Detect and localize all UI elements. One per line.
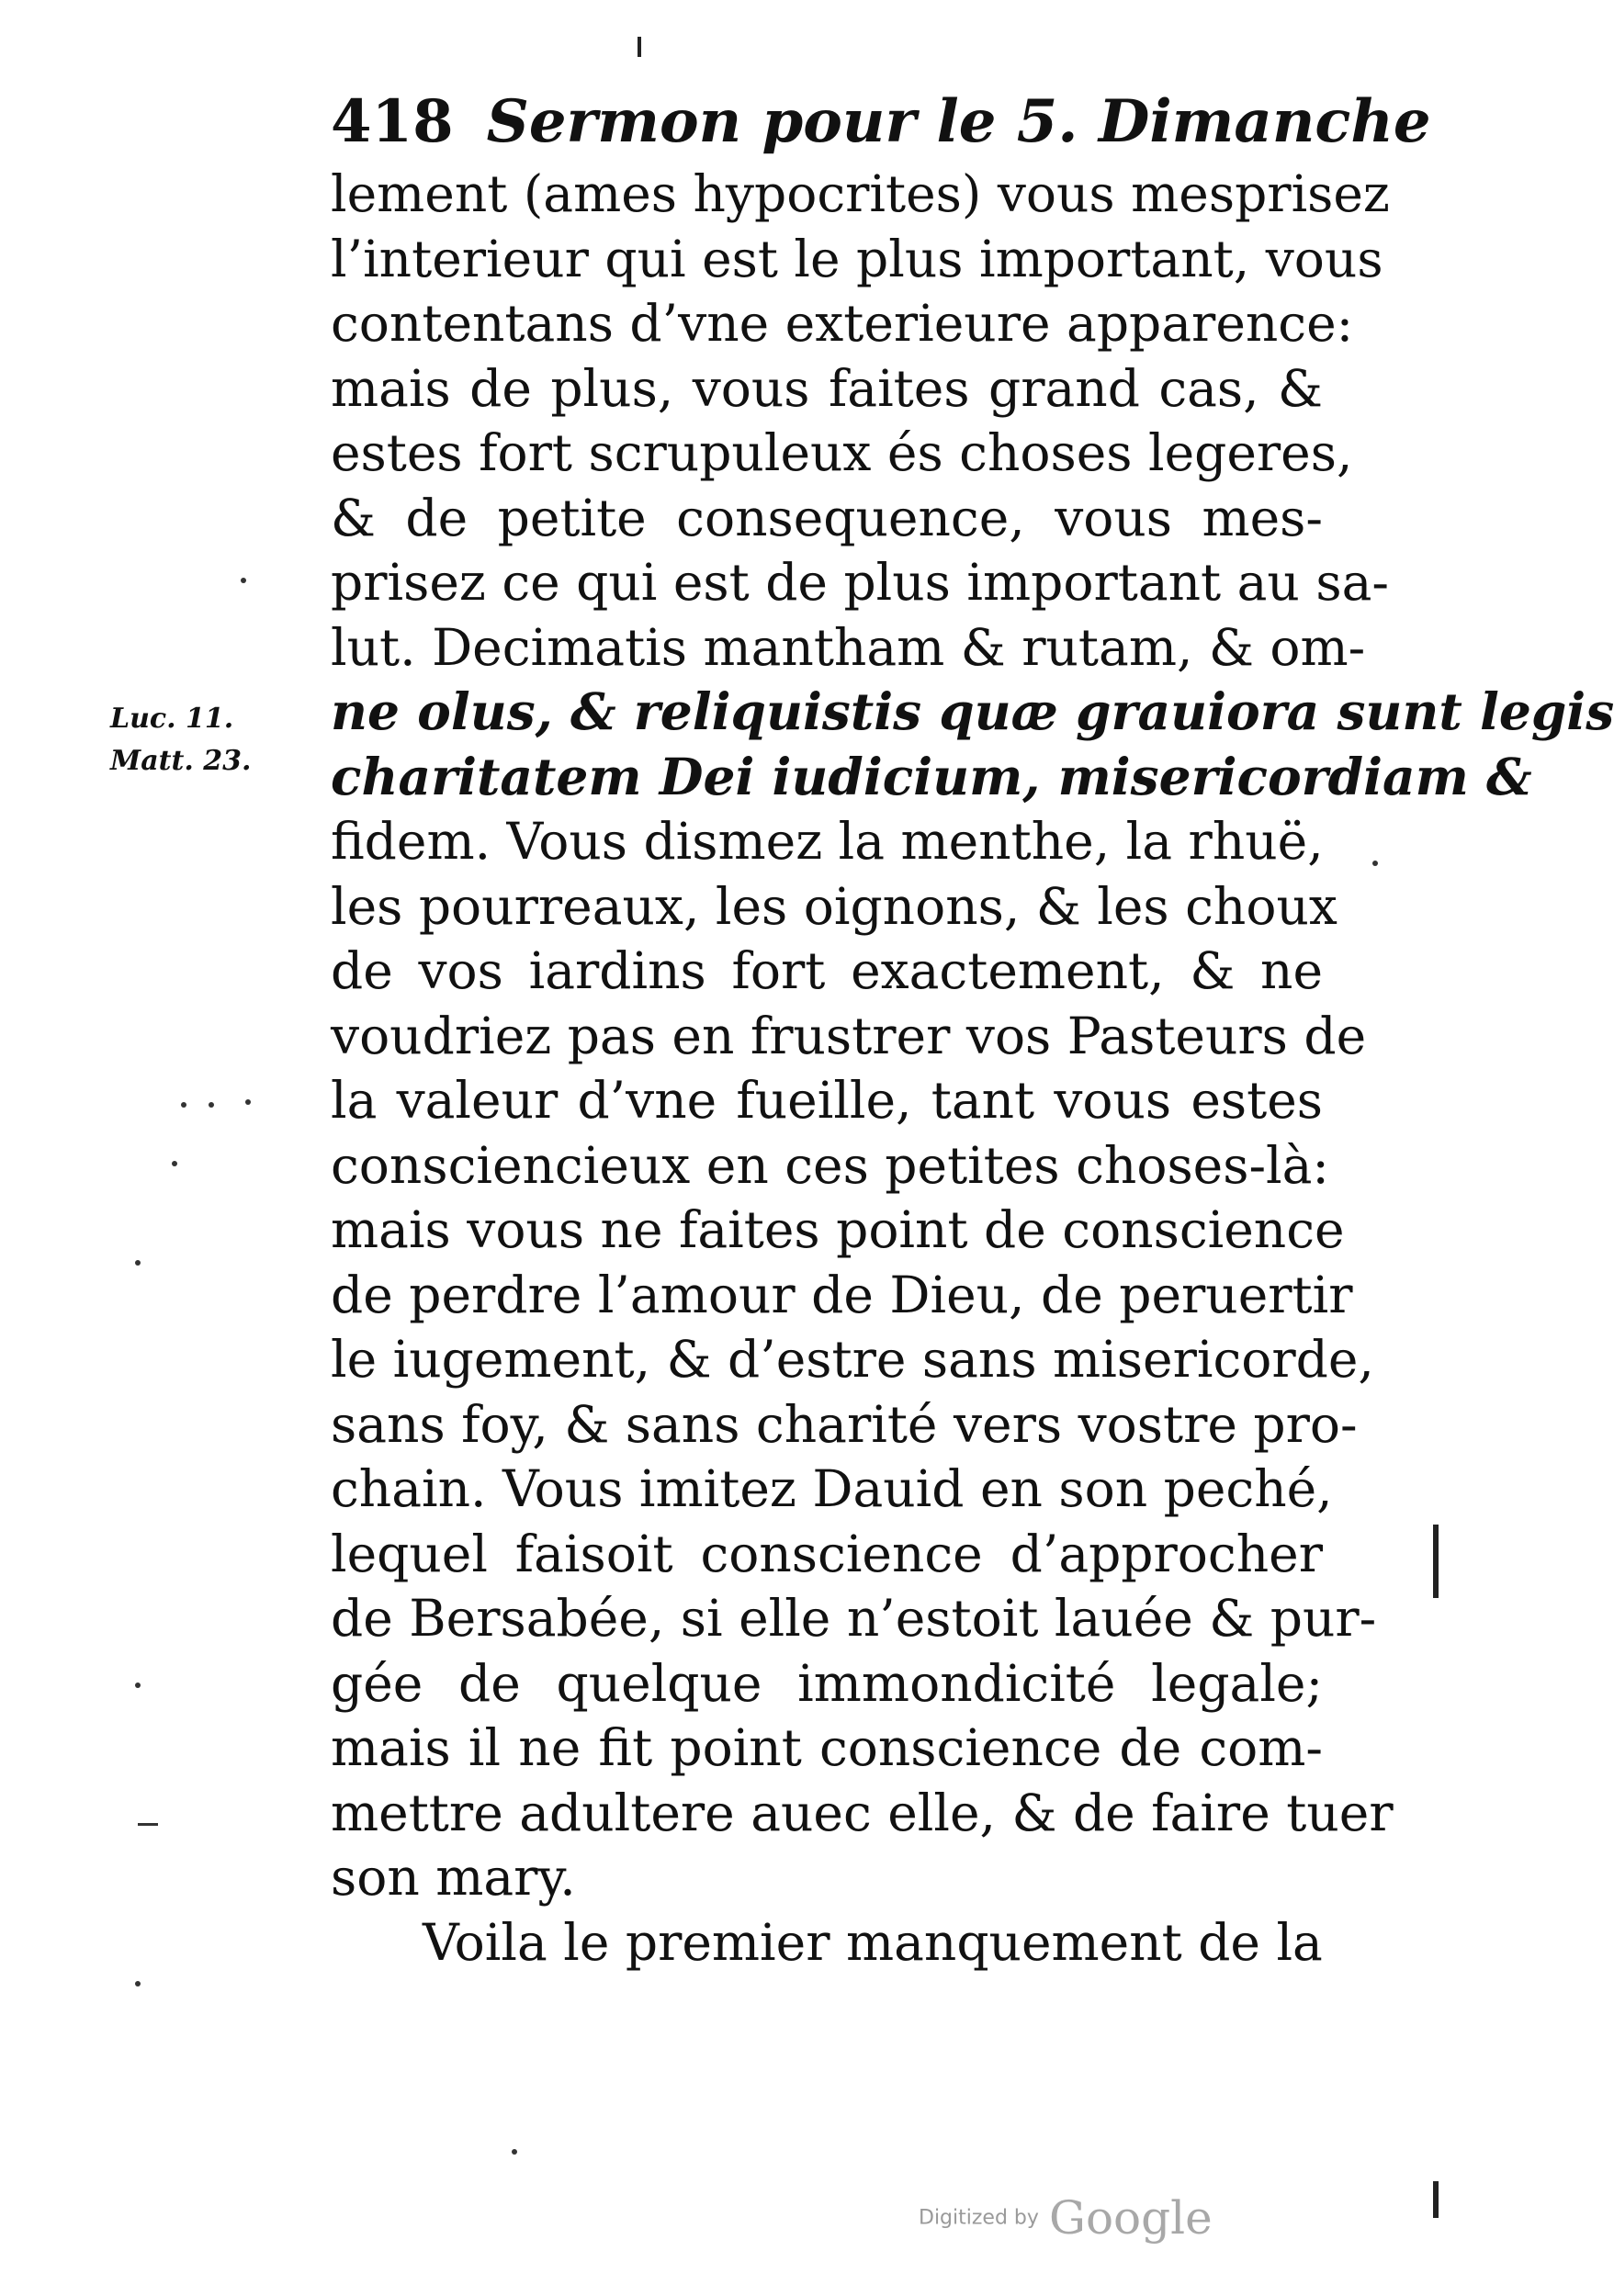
text-line: voudriez pas en frustrer vos Pasteurs de <box>331 1006 1367 1065</box>
text-line: contentans d’vne exterieure apparence: <box>331 294 1354 353</box>
text-line: chain. Vous imitez Dauid en son peché, <box>331 1459 1333 1518</box>
digitization-credit <box>919 2191 1213 2246</box>
margin-speck <box>138 1823 158 1826</box>
right-edge-speck <box>1433 1525 1439 1598</box>
margin-speck <box>135 1981 141 1986</box>
text-line: fidem. Vous dismez la menthe, la rhuë, <box>331 812 1324 871</box>
text-line: le iugement, & d’estre sans misericorde, <box>331 1330 1374 1389</box>
margin-speck <box>209 1102 214 1108</box>
text-line: les pourreaux, les oignons, & les choux <box>331 876 1337 936</box>
text-line: lement (ames hypocrites) vous mesprisez <box>331 164 1390 223</box>
latin-quote-line: ne olus, & reliquistis quæ grauiora sunt legis <box>331 681 1614 741</box>
text-line: & de petite consequence, vous mes- <box>331 488 1323 547</box>
text-line: lut. Decimatis mantham & rutam, & om- <box>331 617 1366 677</box>
latin-quote-line: charitatem Dei iudicium, misericordiam & <box>331 746 1532 806</box>
text-line: de perdre l’amour de Dieu, de peruertir <box>331 1265 1353 1324</box>
page-header <box>331 81 1431 163</box>
margin-note-matthew: Matt. 23. <box>110 745 252 777</box>
text-line: la valeur d’vne fueille, tant vous estes <box>331 1071 1323 1130</box>
running-head: Sermon pour le 5. Dimanche <box>486 87 1431 156</box>
text-line: estes fort scrupuleux és choses legeres, <box>331 423 1353 482</box>
google-logo: Google <box>1049 2191 1213 2245</box>
page-speck <box>512 2149 517 2155</box>
margin-speck <box>135 1260 141 1266</box>
page-number: 418 <box>331 87 454 156</box>
text-line: de vos iardins fort exactement, & ne <box>331 941 1323 1000</box>
text-line: son mary. <box>331 1848 576 1907</box>
margin-speck <box>135 1683 141 1688</box>
page-speck <box>1372 861 1378 866</box>
margin-speck <box>172 1161 177 1166</box>
text-line: sans foy, & sans charité vers vostre pro- <box>331 1394 1358 1454</box>
margin-notes <box>110 698 294 782</box>
right-edge-speck <box>1433 2181 1439 2218</box>
margin-speck <box>245 1099 251 1105</box>
digitized-by-text: Digitized by <box>919 2206 1039 2230</box>
margin-speck <box>181 1102 186 1108</box>
top-speck <box>638 37 641 57</box>
paragraph-start-line: Voila le premier manquement de la <box>423 1912 1323 1972</box>
text-line: mais il ne fit point conscience de com- <box>331 1718 1323 1777</box>
text-line: mais de plus, vous faites grand cas, & <box>331 358 1323 418</box>
text-line: mettre adultere auec elle, & de faire tuer <box>331 1783 1394 1842</box>
text-line: l’interieur qui est le plus important, vous <box>331 229 1383 288</box>
text-line: gée de quelque immondicité legale; <box>331 1653 1323 1713</box>
margin-speck <box>241 578 246 583</box>
text-line: lequel faisoit conscience d’approcher <box>331 1524 1323 1583</box>
text-line: consciencieux en ces petites choses-là: <box>331 1135 1329 1195</box>
margin-note-luke: Luc. 11. <box>110 703 234 735</box>
text-line: mais vous ne faites point de conscience <box>331 1200 1345 1259</box>
text-line: prisez ce qui est de plus important au sa- <box>331 553 1389 612</box>
text-line: de Bersabée, si elle n’estoit lauée & pur- <box>331 1589 1377 1648</box>
body-text <box>331 162 1614 1975</box>
